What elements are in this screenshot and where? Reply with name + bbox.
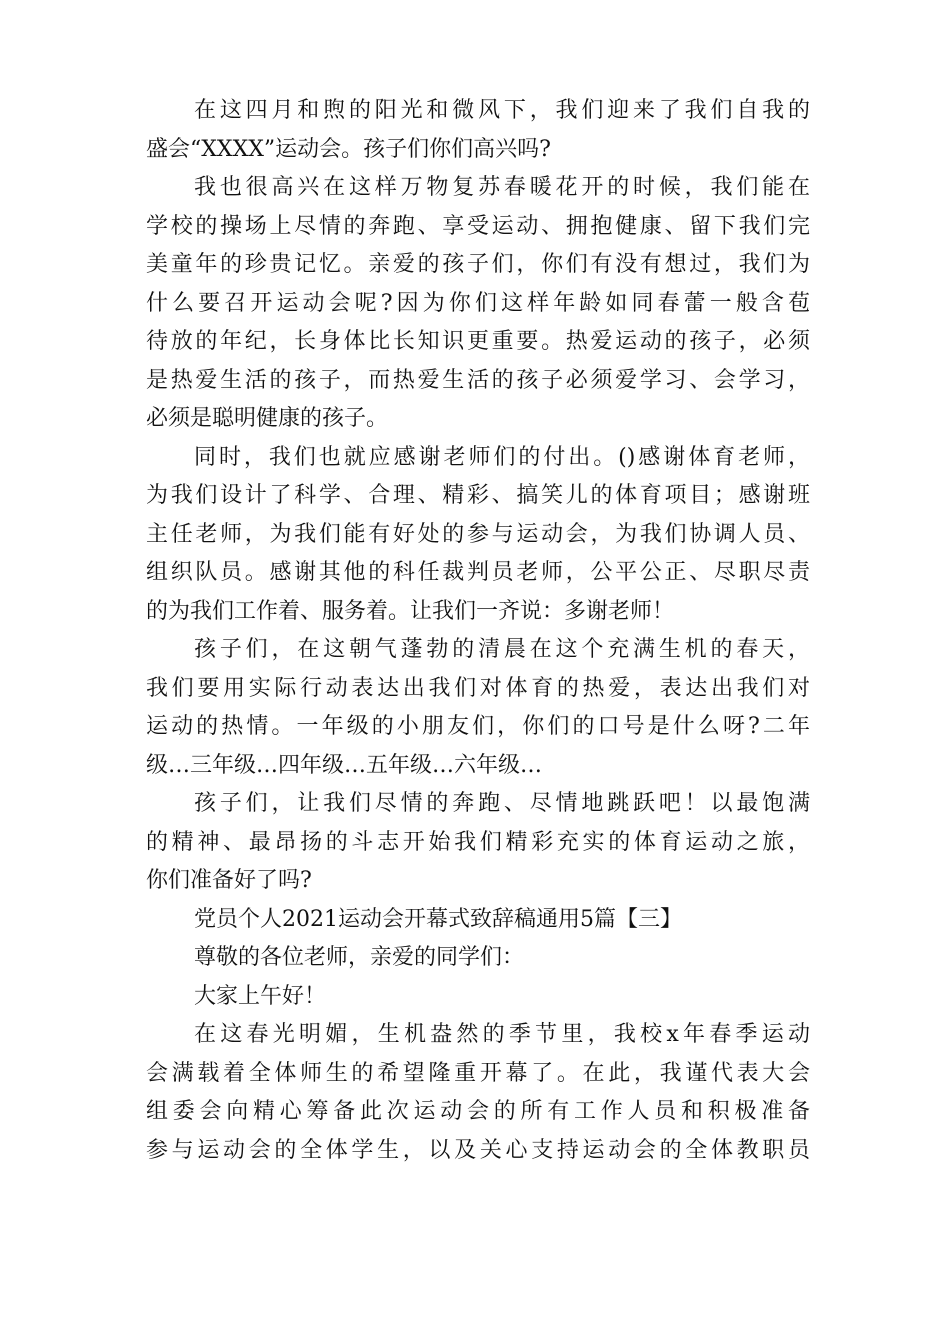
- text-line: 运动的热情。一年级的小朋友们，你们的口号是什么呀?二年: [146, 714, 810, 739]
- text-line: 孩子们，让我们尽情的奔跑、尽情地跳跃吧！以最饱满: [194, 791, 810, 816]
- text-line: 盛会“XXXX”运动会。孩子们你们高兴吗?: [146, 136, 551, 162]
- text-line: 在这春光明媚，生机盎然的季节里，我校x年春季运动: [194, 1022, 810, 1047]
- text-line: 同时，我们也就应感谢老师们的付出。()感谢体育老师，: [194, 444, 810, 470]
- text-line: 美童年的珍贵记忆。亲爱的孩子们，你们有没有想过，我们为: [146, 252, 810, 277]
- text-line: 的为我们工作着、服务着。让我们一齐说：多谢老师！: [146, 598, 675, 624]
- text-line: 什么要召开运动会呢?因为你们这样年龄如同春蕾一般含苞: [146, 290, 810, 316]
- text-line: 是热爱生活的孩子，而热爱生活的孩子必须爱学习、会学习，: [146, 367, 810, 393]
- greeting: 大家上午好！: [194, 983, 327, 1009]
- text-line: 参与运动会的全体学生，以及关心支持运动会的全体教职员: [146, 1137, 810, 1163]
- salutation: 尊敬的各位老师，亲爱的同学们：: [194, 945, 525, 970]
- text-line: 为我们设计了科学、合理、精彩、搞笑儿的体育项目；感谢班: [146, 483, 810, 508]
- text-line: 待放的年纪，长身体比长知识更重要。热爱运动的孩子，必须: [146, 329, 810, 354]
- text-line: 会满载着全体师生的希望隆重开幕了。在此，我谨代表大会: [146, 1060, 810, 1086]
- text-line: 级…三年级…四年级…五年级…六年级…: [146, 752, 543, 778]
- text-line: 组委会向精心筹备此次运动会的所有工作人员和积极准备: [146, 1099, 810, 1124]
- text-line: 我也很高兴在这样万物复苏春暖花开的时候，我们能在: [194, 175, 810, 200]
- text-line: 学校的操场上尽情的奔跑、享受运动、拥抱健康、留下我们完: [146, 213, 810, 239]
- section-heading: 党员个人2021运动会开幕式致辞稿通用5篇【三】: [194, 906, 682, 932]
- text-line: 在这四月和煦的阳光和微风下，我们迎来了我们自我的: [194, 98, 810, 123]
- text-line: 组织队员。感谢其他的科任裁判员老师，公平公正、尽职尽责: [146, 560, 810, 585]
- text-line: 你们准备好了吗?: [146, 868, 312, 893]
- text-line: 孩子们，在这朝气蓬勃的清晨在这个充满生机的春天，: [194, 637, 810, 662]
- document-body: [146, 92, 810, 1170]
- text-line: 的精神、最昂扬的斗志开始我们精彩充实的体育运动之旅，: [146, 829, 810, 855]
- text-line: 必须是聪明健康的孩子。: [146, 406, 389, 431]
- text-line: 主任老师，为我们能有好处的参与运动会，为我们协调人员、: [146, 521, 810, 547]
- text-line: 我们要用实际行动表达出我们对体育的热爱，表达出我们对: [146, 675, 810, 701]
